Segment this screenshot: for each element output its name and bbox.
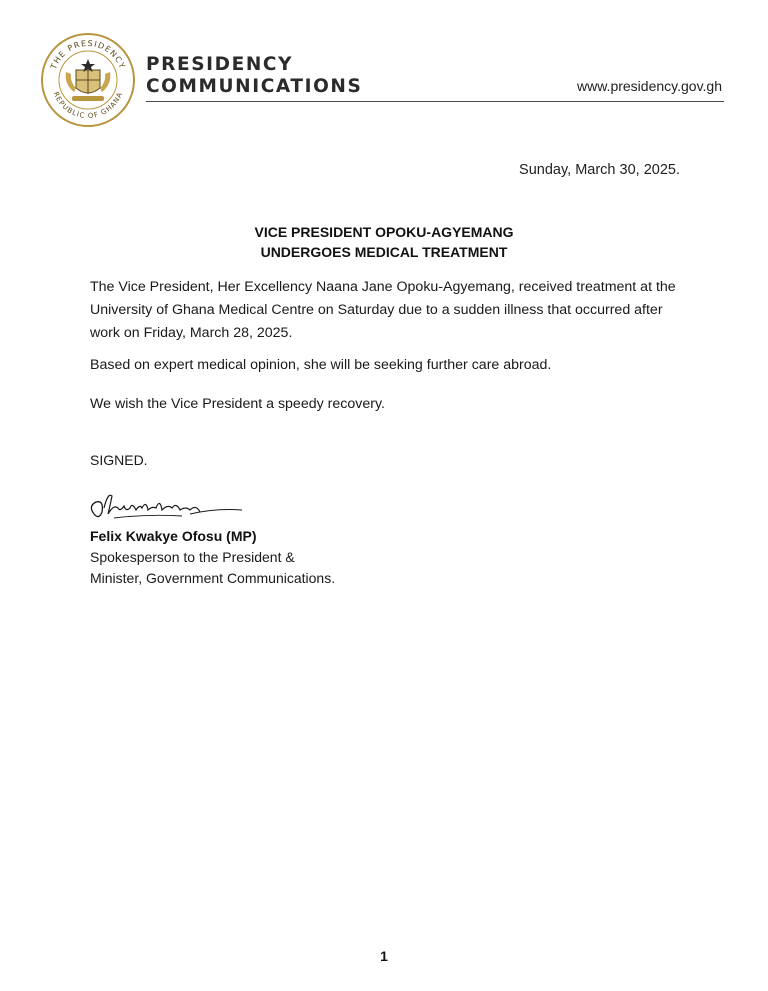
signatory-title-line-1: Spokesperson to the President & bbox=[90, 549, 295, 565]
header-divider bbox=[146, 101, 724, 102]
brand-line-presidency: PRESIDENCY bbox=[146, 54, 294, 75]
page-number: 1 bbox=[380, 948, 388, 964]
signed-label: SIGNED. bbox=[90, 452, 148, 468]
title-line-2: UNDERGOES MEDICAL TREATMENT bbox=[260, 244, 508, 260]
brand-name bbox=[146, 56, 362, 99]
body-paragraph-2: Based on expert medical opinion, she will be seeking further care abroad. bbox=[90, 357, 552, 373]
title-line-1: VICE PRESIDENT OPOKU-AGYEMANG bbox=[254, 224, 514, 240]
signatory-title-line-2: Minister, Government Communications. bbox=[90, 570, 336, 586]
document-title bbox=[0, 222, 768, 262]
body-paragraph-1: The Vice President, Her Excellency Naana Jane Opoku-Agyemang, received treatment at the University of Ghana Medical Centre on Saturday due to a sudden illness that occurred after work on Friday, March 28, 2025. bbox=[90, 279, 676, 341]
letterhead bbox=[0, 0, 768, 130]
brand-line-communications: COMMUNICATIONS bbox=[146, 75, 363, 97]
svg-text:THE PRESIDENCY: THE PRESIDENCY bbox=[49, 38, 127, 71]
body-paragraph-3: We wish the Vice President a speedy recovery. bbox=[90, 396, 385, 412]
website-link[interactable]: www.presidency.gov.gh bbox=[577, 78, 722, 94]
presidency-seal-logo bbox=[40, 32, 136, 128]
letter-date: Sunday, March 30, 2025. bbox=[519, 162, 680, 178]
signatory-name: Felix Kwakye Ofosu (MP) bbox=[90, 528, 257, 544]
handwritten-signature bbox=[86, 484, 246, 534]
svg-text:REPUBLIC OF GHANA: REPUBLIC OF GHANA bbox=[51, 90, 125, 121]
